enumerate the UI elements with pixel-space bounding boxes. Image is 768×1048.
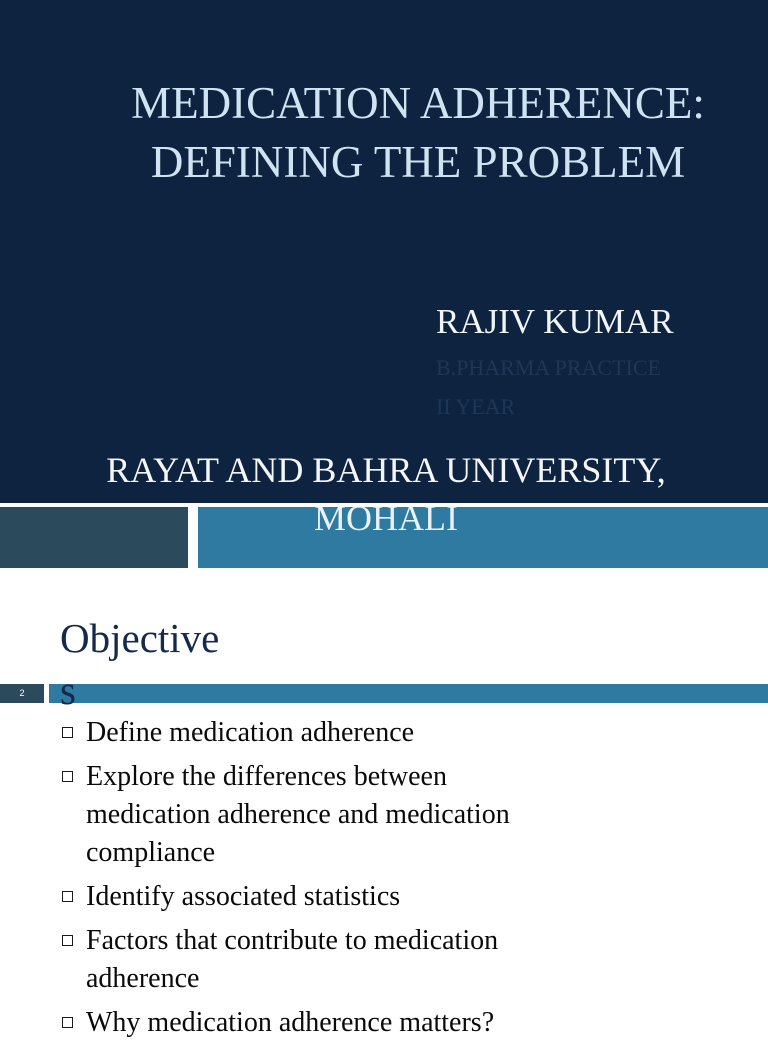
list-item <box>60 1004 760 1042</box>
square-bullet-icon <box>62 935 73 946</box>
university-line-1: RAYAT AND BAHRA UNIVERSITY, <box>106 450 666 490</box>
list-item <box>60 714 760 752</box>
square-bullet-icon <box>62 727 73 738</box>
square-bullet-icon <box>62 1017 73 1028</box>
list-item <box>60 922 760 998</box>
square-bullet-icon <box>62 771 73 782</box>
bullet-text: adherence <box>86 963 200 994</box>
slide-title-line-2: DEFINING THE PROBLEM <box>150 137 686 187</box>
list-item <box>60 758 760 872</box>
university-name <box>0 446 768 494</box>
author-year: II YEAR <box>436 394 516 419</box>
bullet-text: Why medication adherence matters? <box>86 1007 495 1038</box>
title-slide <box>0 0 768 503</box>
university-line-2: MOHALI <box>314 498 458 534</box>
bullet-text: compliance <box>86 837 216 868</box>
slide-title <box>0 74 768 192</box>
list-item <box>60 878 760 916</box>
objectives-list <box>60 714 760 1048</box>
author-degree: B.PHARMA PRACTICE <box>436 355 661 380</box>
slide-title-line-1: MEDICATION ADHERENCE: <box>131 78 705 128</box>
bullet-text: Identify associated statistics <box>86 881 401 912</box>
objectives-heading-tail: s <box>60 667 76 712</box>
bullet-text: Explore the differences between <box>86 761 447 792</box>
bullet-text: medication adherence and medication <box>86 799 510 830</box>
objectives-heading: Objective <box>60 615 220 661</box>
bullet-text: Define medication adherence <box>86 717 415 748</box>
square-bullet-icon <box>62 891 73 902</box>
bullet-text: Factors that contribute to medication <box>86 925 499 956</box>
author-name: RAJIV KUMAR <box>436 302 674 341</box>
header-bar <box>49 684 768 703</box>
page-number-badge: 2 <box>0 684 44 703</box>
